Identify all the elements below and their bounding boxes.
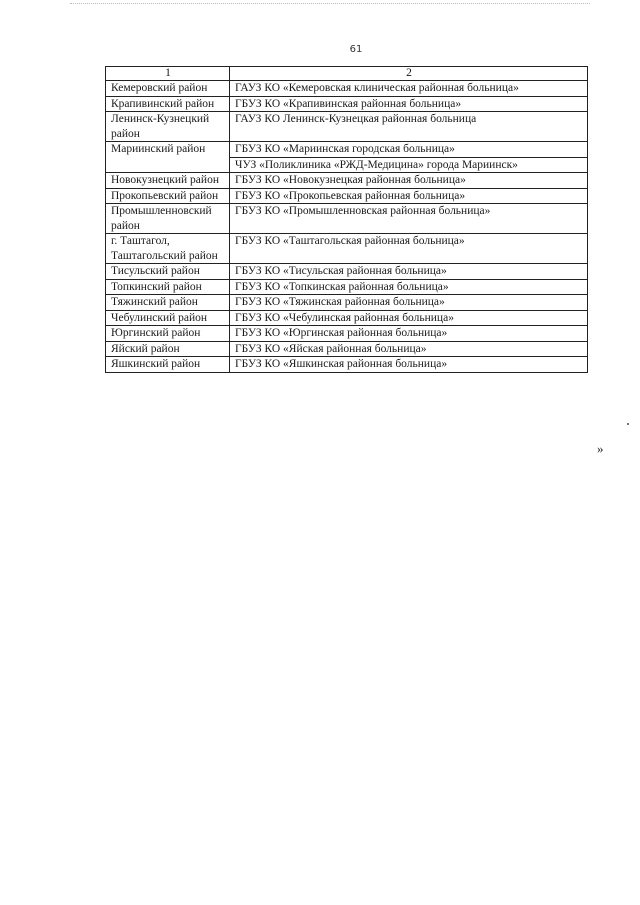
scan-top-edge — [70, 3, 590, 4]
district-cell: Прокопьевский район — [106, 188, 230, 204]
table-row — [106, 264, 588, 280]
organization-cell: ГБУЗ КО «Яйская районная больница» — [230, 341, 588, 357]
table-row — [106, 204, 588, 234]
district-cell: Топкинский район — [106, 279, 230, 295]
organization-cell: ГБУЗ КО «Крапивинская районная больница» — [230, 96, 588, 112]
organization-cell: ГБУЗ КО «Чебулинская районная больница» — [230, 310, 588, 326]
header-row — [106, 67, 588, 81]
organization-cell: ГБУЗ КО «Яшкинская районная больница» — [230, 357, 588, 373]
district-cell: Тяжинский район — [106, 295, 230, 311]
organization-cell: ГБУЗ КО «Тяжинская районная больница» — [230, 295, 588, 311]
district-cell: Юргинский район — [106, 326, 230, 342]
table-row — [106, 173, 588, 189]
hospital-table — [105, 66, 588, 373]
table-row — [106, 234, 588, 264]
table-row — [106, 357, 588, 373]
table-row — [106, 326, 588, 342]
table-row — [106, 96, 588, 112]
district-cell: Ленинск-Кузнецкий район — [106, 112, 230, 142]
organization-cell: ГБУЗ КО «Прокопьевская районная больница» — [230, 188, 588, 204]
column-header-1: 1 — [106, 67, 230, 81]
district-cell: Яшкинский район — [106, 357, 230, 373]
district-cell: Яйский район — [106, 341, 230, 357]
scan-speck — [627, 423, 629, 425]
organization-cell: ГБУЗ КО «Мариинская городская больница» — [230, 142, 588, 158]
table-row — [106, 142, 588, 158]
organization-cell: ГБУЗ КО «Тисульская районная больница» — [230, 264, 588, 280]
organization-cell: ГБУЗ КО «Промышленновская районная больница» — [230, 204, 588, 234]
organization-cell: ГБУЗ КО «Новокузнецкая районная больница» — [230, 173, 588, 189]
organization-cell: ГАУЗ КО Ленинск-Кузнецкая районная больница — [230, 112, 588, 142]
organization-cell: ЧУЗ «Поликлиника «РЖД-Медицина» города Мариинск» — [230, 157, 588, 173]
district-cell: Новокузнецкий район — [106, 173, 230, 189]
table-row — [106, 295, 588, 311]
table-row — [106, 341, 588, 357]
column-header-2: 2 — [230, 67, 588, 81]
table-row — [106, 188, 588, 204]
table-body — [106, 81, 588, 373]
district-cell: Крапивинский район — [106, 96, 230, 112]
organization-cell: ГБУЗ КО «Топкинская районная больница» — [230, 279, 588, 295]
organization-cell: ГАУЗ КО «Кемеровская клиническая районная больница» — [230, 81, 588, 97]
district-cell: Кемеровский район — [106, 81, 230, 97]
district-cell: Тисульский район — [106, 264, 230, 280]
table-row — [106, 81, 588, 97]
district-cell: г. Таштагол, Таштагольский район — [106, 234, 230, 264]
table-row — [106, 310, 588, 326]
organization-cell: ГБУЗ КО «Таштагольская районная больница» — [230, 234, 588, 264]
page-number: 61 — [349, 44, 363, 55]
table-row — [106, 279, 588, 295]
district-cell: Чебулинский район — [106, 310, 230, 326]
district-cell: Мариинский район — [106, 142, 230, 173]
organization-cell: ГБУЗ КО «Юргинская районная больница» — [230, 326, 588, 342]
table-row — [106, 112, 588, 142]
closing-quote: » — [597, 441, 604, 456]
district-cell: Промышленновский район — [106, 204, 230, 234]
